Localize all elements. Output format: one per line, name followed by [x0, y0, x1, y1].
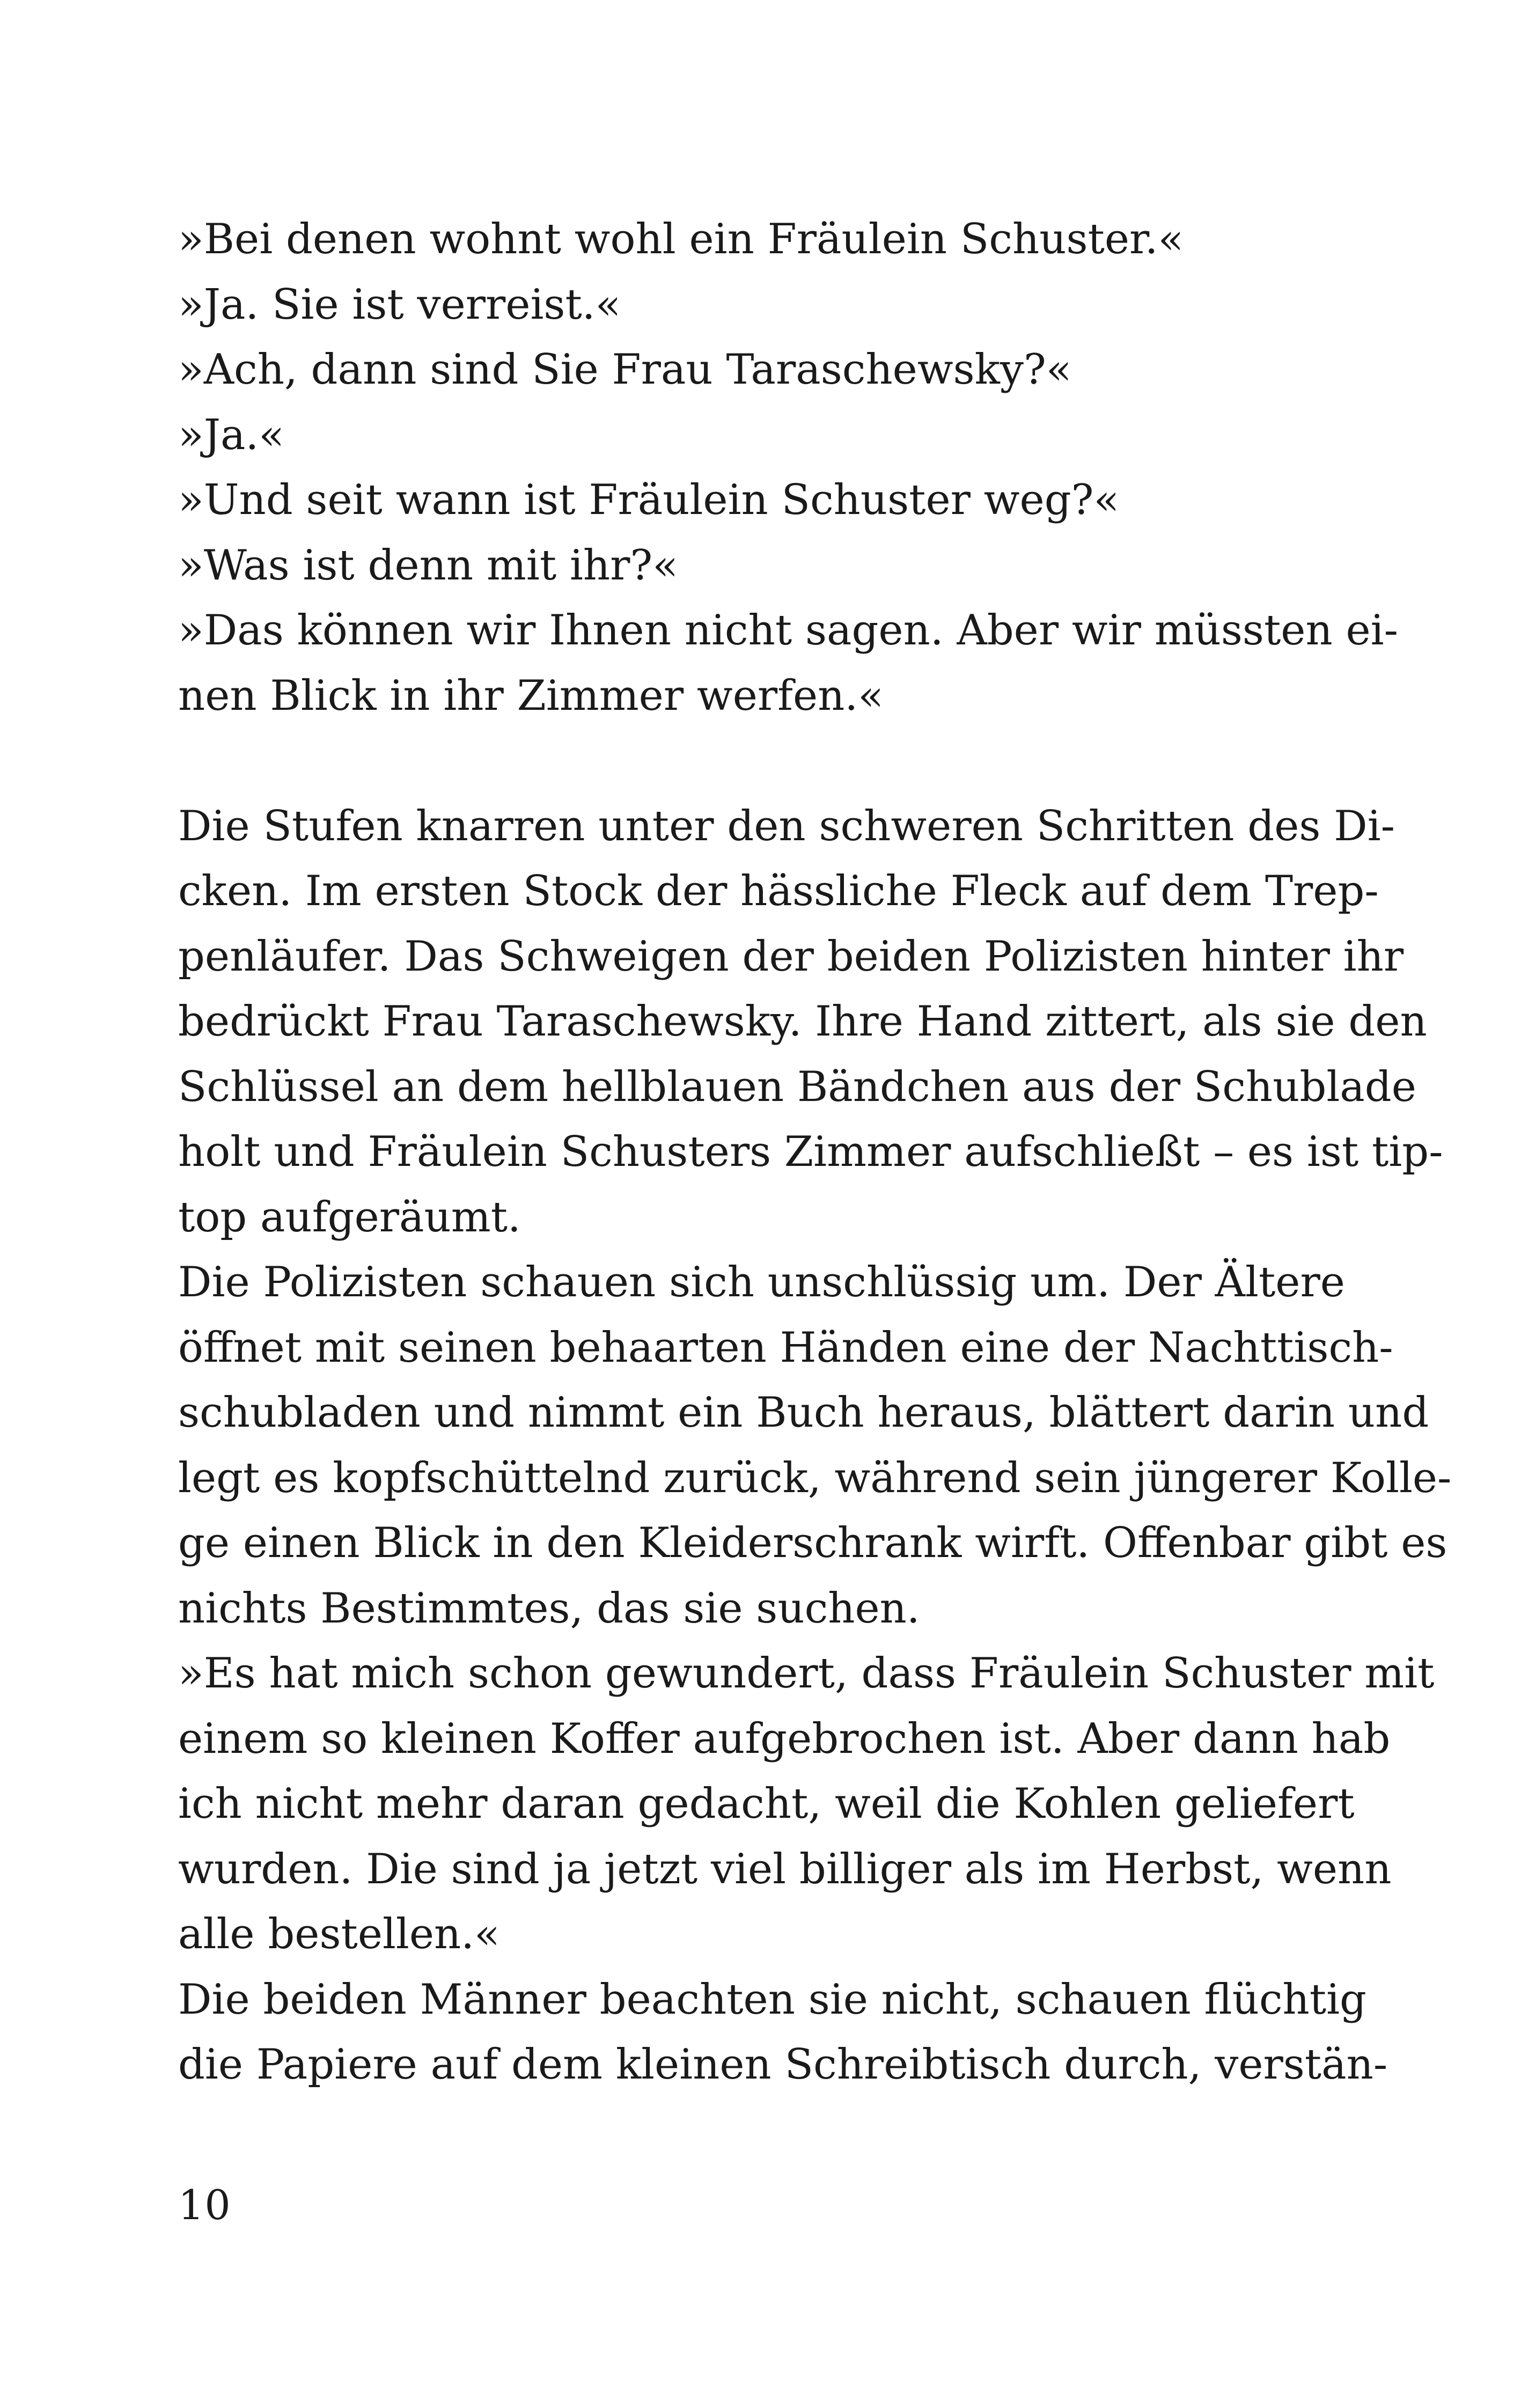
- text-line: cken. Im ersten Stock der hässliche Fleck auf dem Trep-: [178, 867, 1379, 915]
- text-line: schubladen und nimmt ein Buch heraus, blättert darin und: [178, 1389, 1429, 1437]
- text-line: nichts Bestimmtes, das sie suchen.: [178, 1584, 920, 1633]
- text-line: wurden. Die sind ja jetzt viel billiger als im Herbst, wenn: [178, 1845, 1392, 1893]
- text-line: nen Blick in ihr Zimmer werfen.«: [178, 671, 884, 720]
- text-line: »Bei denen wohnt wohl ein Fräulein Schuster.«: [178, 215, 1184, 263]
- text-line: »Ja.«: [178, 410, 285, 459]
- text-line: ge einen Blick in den Kleiderschrank wirft. Offenbar gibt es: [178, 1519, 1447, 1567]
- body-text: [178, 207, 1452, 2098]
- text-line: »Das können wir Ihnen nicht sagen. Aber wir müssten ei-: [178, 606, 1398, 655]
- text-line: Schlüssel an dem hellblauen Bändchen aus der Schublade: [178, 1062, 1416, 1111]
- text-line: penläufer. Das Schweigen der beiden Polizisten hinter ihr: [178, 932, 1404, 981]
- text-line: »Ach, dann sind Sie Frau Taraschewsky?«: [178, 346, 1072, 394]
- page-number: 10: [178, 2181, 231, 2229]
- text-line: »Ja. Sie ist verreist.«: [178, 280, 621, 329]
- text-line: Die Polizisten schauen sich unschlüssig um. Der Ältere: [178, 1258, 1345, 1306]
- text-line: legt es kopfschüttelnd zurück, während sein jüngerer Kolle-: [178, 1453, 1452, 1502]
- section-break: [178, 729, 1294, 794]
- text-line: alle bestellen.«: [178, 1910, 500, 1958]
- text-line: holt und Fräulein Schusters Zimmer aufschließt – es ist tip-: [178, 1128, 1443, 1176]
- text-line: die Papiere auf dem kleinen Schreibtisch durch, verstän-: [178, 2040, 1388, 2089]
- text-line: Die Stufen knarren unter den schweren Schritten des Di-: [178, 802, 1395, 850]
- text-line: ich nicht mehr daran gedacht, weil die Kohlen geliefert: [178, 1780, 1355, 1828]
- text-line: »Und seit wann ist Fräulein Schuster weg?«: [178, 476, 1120, 524]
- text-line: einem so kleinen Koffer aufgebrochen ist. Aber dann hab: [178, 1714, 1391, 1763]
- text-line: top aufgeräumt.: [178, 1193, 521, 1242]
- text-line: öffnet mit seinen behaarten Händen eine der Nachttisch-: [178, 1323, 1393, 1372]
- text-line: »Es hat mich schon gewundert, dass Fräulein Schuster mit: [178, 1649, 1435, 1698]
- text-line: bedrückt Frau Taraschewsky. Ihre Hand zittert, als sie den: [178, 997, 1427, 1046]
- text-line: »Was ist denn mit ihr?«: [178, 541, 678, 590]
- text-line: Die beiden Männer beachten sie nicht, schauen flüchtig: [178, 1975, 1366, 2024]
